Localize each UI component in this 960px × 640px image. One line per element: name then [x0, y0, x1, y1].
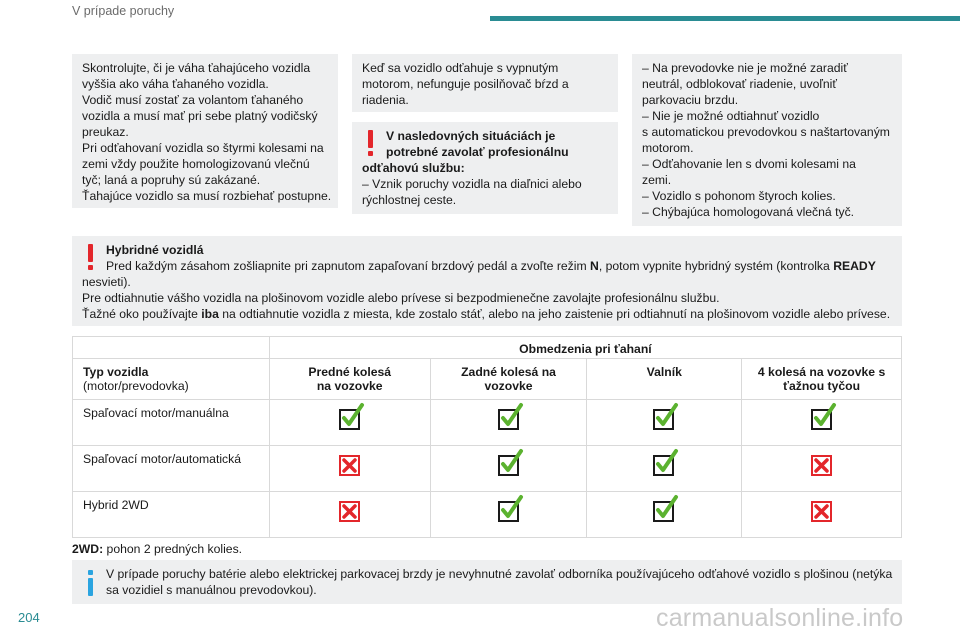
list-item: – Na prevodovke nie je možné zaradiť: [642, 61, 848, 75]
situations-list: [632, 54, 902, 226]
legend-2wd: 2WD: pohon 2 predných kolies.: [72, 542, 243, 556]
battery-info-note: [72, 560, 902, 604]
note-line: Vodič musí zostať za volantom ťahaného: [82, 93, 304, 107]
mark-cell: [587, 446, 742, 492]
row-label: Hybrid 2WD: [73, 492, 270, 538]
mark-cell: [587, 492, 742, 538]
mark-cell: [742, 446, 902, 492]
check-icon: [497, 408, 521, 432]
mark-cell: [269, 446, 430, 492]
check-icon: [497, 454, 521, 478]
row-label: Spaľovací motor/automatická: [73, 446, 270, 492]
column-header: Valník: [587, 359, 742, 400]
note-line: vyššia ako váha ťahaného vozidla.: [82, 77, 269, 91]
check-icon: [338, 408, 362, 432]
warning-icon: [368, 130, 374, 156]
list-item: parkovaciu brzdu.: [642, 93, 739, 107]
list-item: zemi.: [642, 173, 672, 187]
column-header: Zadné kolesá na vozovke: [430, 359, 587, 400]
check-icon: [652, 408, 676, 432]
list-item: neutrál, odblokovať riadenie, uvoľniť: [642, 77, 837, 91]
table-group-header: Obmedzenia pri ťahaní: [269, 337, 901, 359]
hybrid-line: Pred každým zásahom zošliapnite pri zapnutom zapaľovaní brzdový pedál a zvoľte režim N, potom vypnite hybridný systém (kontrolka READY: [106, 259, 876, 273]
warning-icon: [88, 244, 94, 270]
page-number: 204: [18, 610, 40, 625]
info-icon: [88, 570, 94, 596]
note-line: riadenia.: [362, 93, 409, 107]
hybrid-line: Ťažné oko používajte iba na odtiahnutie vozidla z miesta, kde zostalo stáť, alebo na jeho zaistenie pri odtiahnutí na plošinovom vozidle alebo prívese.: [82, 307, 891, 321]
section-title: V prípade poruchy: [72, 4, 175, 18]
empty-header-cell: [73, 337, 270, 359]
mark-cell: [742, 400, 902, 446]
header-accent-bar: [490, 16, 960, 21]
mark-cell: [742, 492, 902, 538]
list-item: – Nie je možné odtiahnuť vozidlo: [642, 109, 820, 123]
warning-line: rýchlostnej ceste.: [362, 193, 457, 207]
warning-line: – Vznik poruchy vozidla na diaľnici alebo: [362, 177, 582, 191]
mark-cell: [269, 492, 430, 538]
warning-title-line: V nasledovných situáciách je: [386, 129, 556, 143]
vehicle-type-header: Typ vozidla (motor/prevodovka): [73, 359, 270, 400]
towing-check-note: [72, 54, 338, 208]
mark-cell: [430, 400, 587, 446]
list-item: – Odťahovanie len s dvomi kolesami na: [642, 157, 856, 171]
check-icon: [497, 500, 521, 524]
cross-icon: [810, 500, 834, 524]
mark-cell: [430, 446, 587, 492]
mark-cell: [587, 400, 742, 446]
list-item: s automatickou prevodovkou s naštartovaným: [642, 125, 890, 139]
list-item: – Chýbajúca homologovaná vlečná tyč.: [642, 205, 855, 219]
note-line: Keď sa vozidlo odťahuje s vypnutým: [362, 61, 559, 75]
check-icon: [652, 500, 676, 524]
note-line: preukaz.: [82, 125, 129, 139]
table-row: [73, 446, 902, 492]
mark-cell: [269, 400, 430, 446]
table-row: [73, 400, 902, 446]
warning-title-line: potrebné zavolať profesionálnu: [386, 145, 569, 159]
note-line: Ťahajúce vozidlo sa musí rozbiehať postupne.: [82, 189, 332, 203]
note-line: tyč; laná a popruhy sú zakázané.: [82, 173, 261, 187]
cross-icon: [810, 454, 834, 478]
professional-service-warning: [352, 122, 618, 214]
check-icon: [652, 454, 676, 478]
column-header: 4 kolesá na vozovke s ťažnou tyčou: [742, 359, 902, 400]
row-label: Spaľovací motor/manuálna: [73, 400, 270, 446]
list-item: – Vozidlo s pohonom štyroch kolies.: [642, 189, 836, 203]
warning-title-line: odťahovú službu:: [362, 161, 465, 175]
note-line: Pri odťahovaní vozidla so štyrmi kolesami na: [82, 141, 324, 155]
watermark: carmanualsonline.info: [656, 604, 904, 632]
hybrid-line: nesvieti).: [82, 275, 131, 289]
note-line: zemi vždy použite homologizovanú vlečnú: [82, 157, 310, 171]
hybrid-warning: [72, 236, 902, 326]
towing-limits-table: [72, 336, 902, 538]
list-item: motorom.: [642, 141, 694, 155]
hybrid-title: Hybridné vozidlá: [106, 243, 204, 257]
check-icon: [810, 408, 834, 432]
hybrid-line: Pre odtiahnutie vášho vozidla na plošinovom vozidle alebo prívese si bezpodmienečne zavolajte profesionálnu službu.: [82, 291, 720, 305]
info-line: V prípade poruchy batérie alebo elektrickej parkovacej brzdy je nevyhnutné zavolať odborníka používajúceho odťahové vozidlo s plošinou (netýka: [106, 567, 893, 581]
cross-icon: [338, 500, 362, 524]
info-line: sa vozidiel s manuálnou prevodovkou).: [106, 583, 317, 597]
cross-icon: [338, 454, 362, 478]
note-line: vozidla a musí mať pri sebe platný vodičský: [82, 109, 318, 123]
note-line: motorom, nefunguje posilňovač bŕzd a: [362, 77, 569, 91]
table-row: [73, 492, 902, 538]
mark-cell: [430, 492, 587, 538]
column-header: Predné kolesá na vozovke: [269, 359, 430, 400]
engine-off-note: [352, 54, 618, 112]
note-line: Skontrolujte, či je váha ťahajúceho vozidla: [82, 61, 311, 75]
